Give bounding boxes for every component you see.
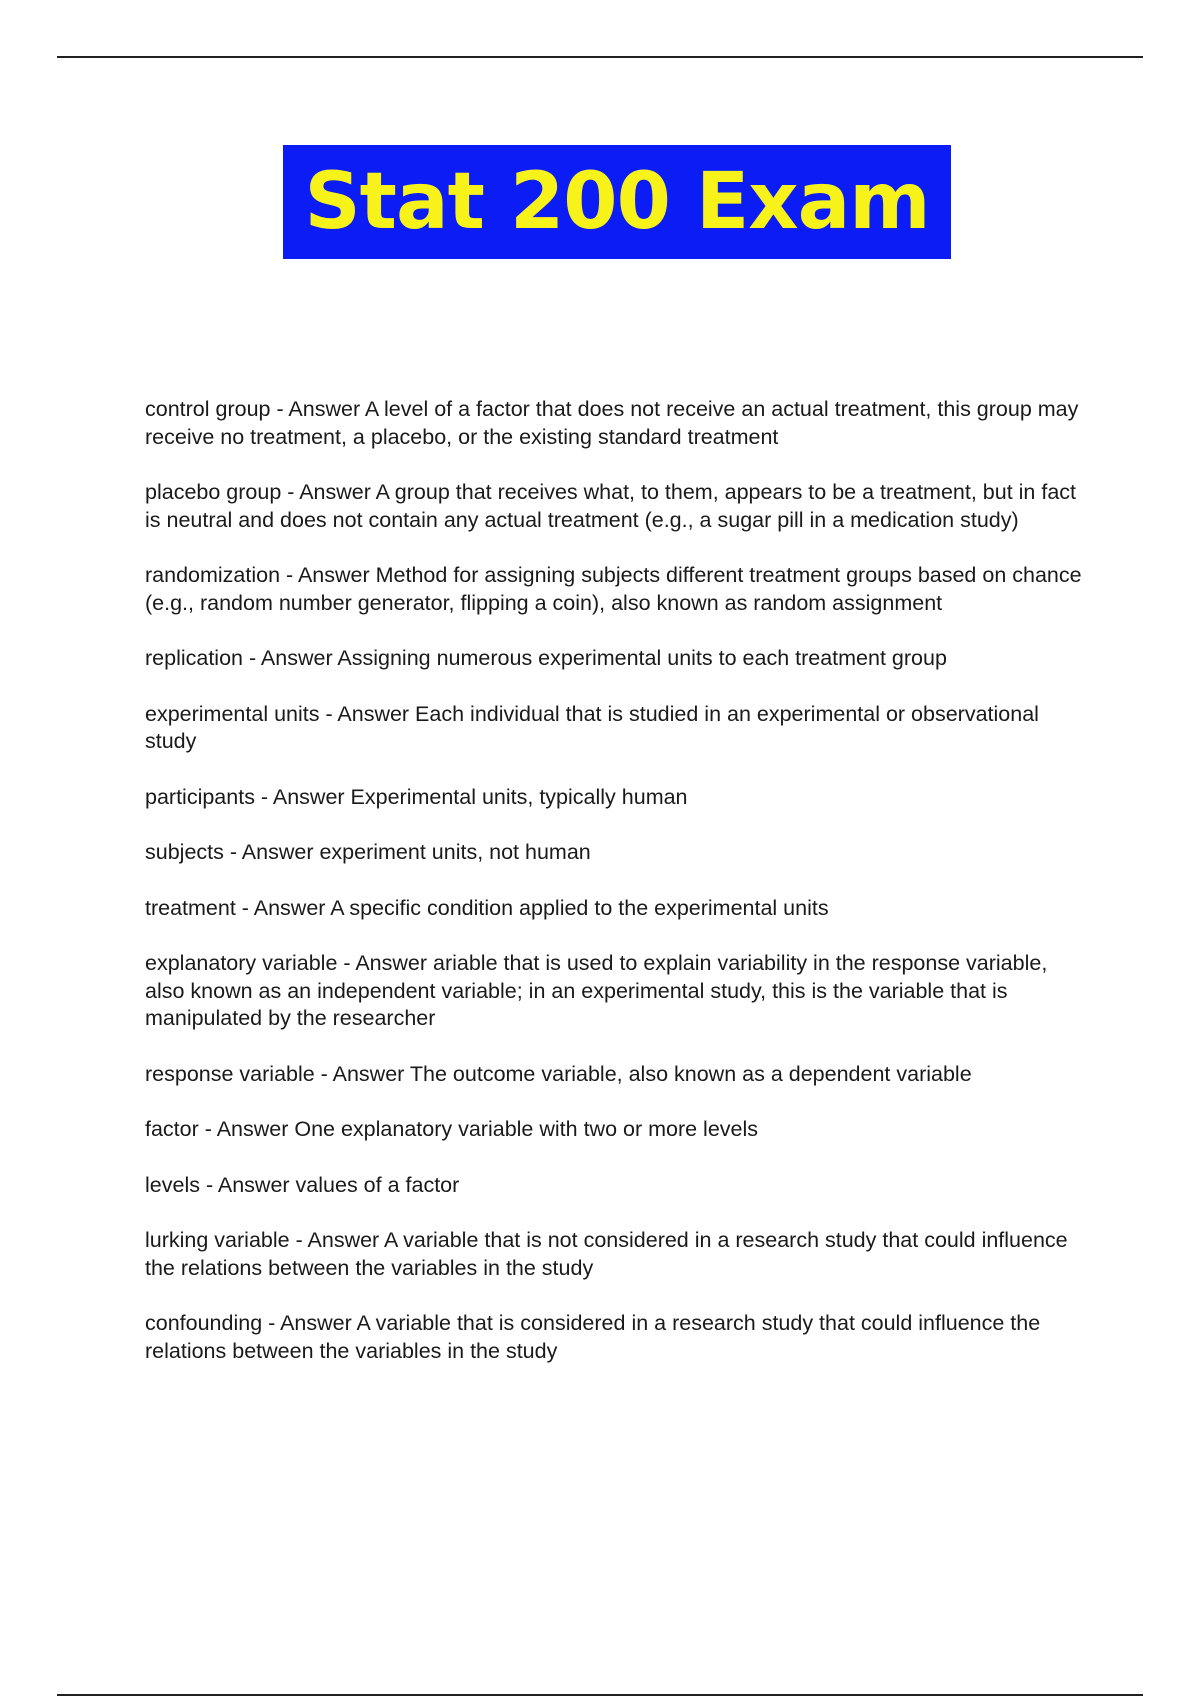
qa-item-treatment: treatment - Answer A specific condition applied to the experimental units — [145, 895, 829, 920]
qa-item-confounding: confounding - Answer A variable that is considered in a research study that could influence the relations between the variables in the study — [145, 1311, 1041, 1363]
qa-item-experimental-units: experimental units - Answer Each individual that is studied in an experimental or observational study — [145, 701, 1039, 753]
bottom-rule — [57, 1694, 1143, 1696]
qa-item-placebo-group: placebo group - Answer A group that receives what, to them, appears to be a treatment, but in fact is neutral and does not contain any actual treatment (e.g., a sugar pill in a medication study) — [145, 480, 1077, 532]
qa-item-factor: factor - Answer One explanatory variable with two or more levels — [145, 1117, 759, 1141]
qa-item-replication: replication - Answer Assigning numerous experimental units to each treatment group — [145, 646, 947, 670]
qa-item-explanatory-variable: explanatory variable - Answer ariable that is used to explain variability in the response variable, also known as an independent variable; in an experimental study, this is the variable that is manipulated by the researcher — [145, 951, 1048, 1030]
qa-item-response-variable: response variable - Answer The outcome variable, also known as a dependent variable — [145, 1061, 972, 1086]
title-banner — [283, 145, 951, 259]
qa-item-participants: participants - Answer Experimental units, typically human — [145, 784, 688, 809]
qa-item-control-group: control group - Answer A level of a factor that does not receive an actual treatment, this group may receive no treatment, a placebo, or the existing standard treatment — [145, 397, 1079, 449]
qa-item-lurking-variable: lurking variable - Answer A variable that is not considered in a research study that could influence the relations between the variables in the study — [145, 1228, 1068, 1280]
top-rule — [57, 56, 1143, 58]
qa-list — [145, 396, 1090, 1393]
document-title: Stat 200 Exam — [304, 157, 930, 247]
qa-item-subjects: subjects - Answer experiment units, not human — [145, 840, 591, 864]
qa-item-levels: levels - Answer values of a factor — [145, 1172, 460, 1197]
qa-item-randomization: randomization - Answer Method for assigning subjects different treatment groups based on chance (e.g., random number generator, flipping a coin), also known as random assignment — [145, 563, 1082, 615]
